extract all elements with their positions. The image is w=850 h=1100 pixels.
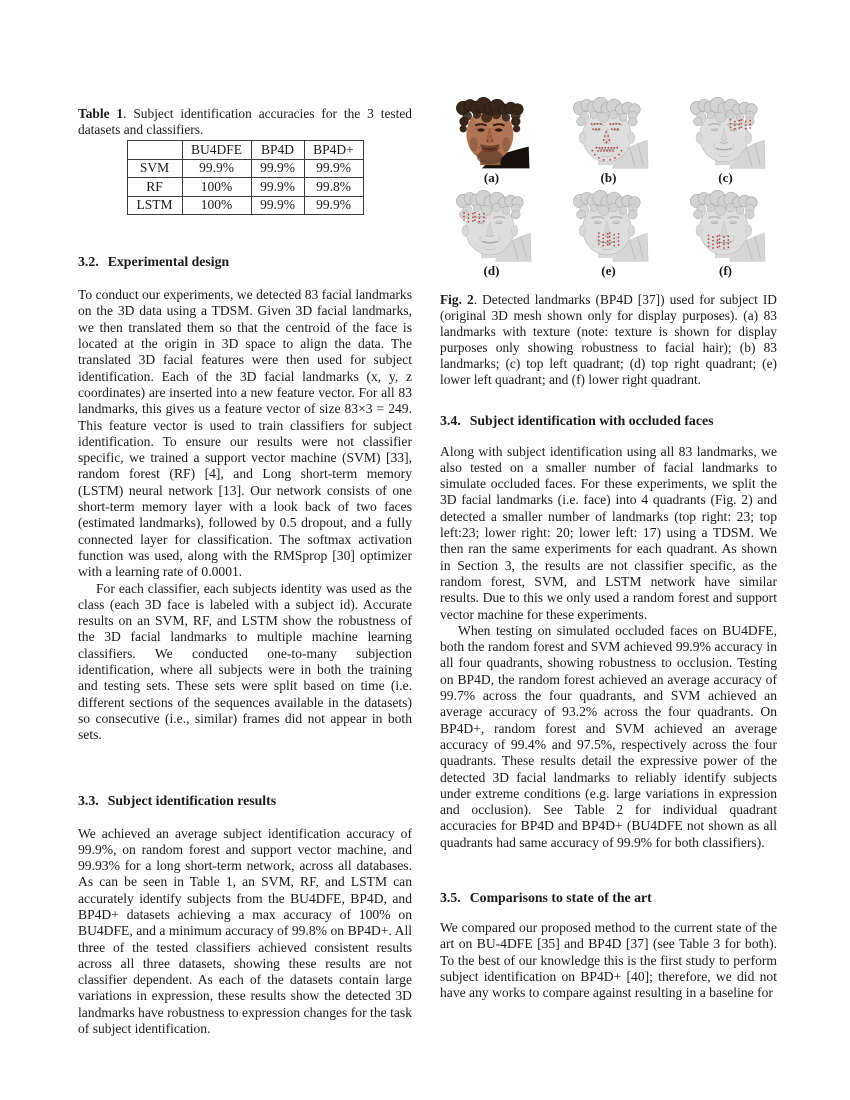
figure2-panel-e [557,187,660,277]
figure2-panel-a [440,94,543,184]
section-3-5-paragraph-1: We compared our proposed method to the current state of the art on BU-4DFE [35] and BP4D [37] (see Table 3 for both). To the best of our knowledge this is the first study to perform subject identification on BP4D+ [40]; therefore, we did not have any works to compare against resulting in a baseline for [440,919,777,1001]
table1 [127,140,364,215]
table1-cell: 99.9% [251,159,304,178]
table-row [127,178,363,197]
table-row [127,196,363,215]
figure2-panel-label: (b) [600,170,617,185]
figure2-panel-label: (c) [718,170,733,185]
section-3-2-heading [78,253,412,270]
table1-cell: 99.9% [251,178,304,197]
figure2-panel-label: (e) [601,263,616,278]
table1-row-label-lstm: LSTM [127,196,182,215]
mesh-face-image [557,187,660,263]
figure2-caption-label: Fig. 2 [440,292,474,307]
figure2-panel-d [440,187,543,277]
table1-header-bp4d: BP4D [251,141,304,160]
figure2-panel-f [674,187,777,277]
table1-cell: 100% [182,178,251,197]
section-title: Comparisons to state of the art [469,889,652,905]
textured-face-image [440,94,543,170]
section-3-4-paragraph-1: Along with subject identification using all 83 landmarks, we also tested on a smaller number of facial landmarks to simulate occluded faces. For these experiments, we split the 3D facial landmarks (i.e. face) into 4 quadrants (Fig. 2) and detected a smaller number of landmarks (top right: 23; top left:23; lower right: 20; lower left: 17) using a TDSM. We then ran the same experiments for each quadrant. As shown in Section 3, the results are not classifier specific, as the random forest, SVM, and LSTM network have similar results. Due to this we only used a random forest and support vector machine for these experiments. [440,443,777,622]
section-3-3-heading [78,792,412,809]
figure2-caption [440,292,777,389]
mesh-face-image [674,94,777,170]
table1-cell: 99.8% [304,178,363,197]
table1-caption [78,106,412,138]
section-title: Experimental design [107,254,230,270]
table1-header-bu4dfe: BU4DFE [182,141,251,160]
section-3-4-heading [440,412,777,429]
mesh-face-image [440,187,543,263]
mesh-face-image [557,94,660,170]
right-column [440,94,777,1001]
section-title: Subject identification with occluded faces [469,412,714,428]
figure2-panel-label: (f) [719,263,732,278]
section-3-5-heading [440,889,777,906]
table1-cell: 99.9% [251,196,304,215]
table1-cell: 99.9% [304,159,363,178]
table-row [127,159,363,178]
section-number: 3.2. [78,254,99,270]
table1-header-bp4dplus: BP4D+ [304,141,363,160]
section-3-4-paragraph-2: When testing on simulated occluded faces on BU4DFE, both the random forest and SVM achieved 99.9% accuracy in all four quadrants, showing robustness to occlusion. Testing on BP4D, the random forest achieved an average accuracy of 99.7% across the four quadrants, and SVM achieved an average accuracy of 93.2% across the four quadrants. On BP4D+, random forest and SVM achieved an average accuracy of 99.4% and 97.5%, respectively across the four quadrants. These results detail the expressive power of the detected 3D facial landmarks to reliably identify subjects under extreme conditions (e.g. large variations in expression and occlusion). See Table 2 for individual quadrant accuracies for BP4D and BP4D+ (BU4DFE not shown as all quadrants had same accuracy of 99.9% for both classifiers). [440,622,777,850]
mesh-face-image [674,187,777,263]
figure2-caption-text: . Detected landmarks (BP4D [37]) used for subject ID (original 3D mesh shown only for display purposes). (a) 83 landmarks with texture (note: texture is shown for display purposes only showing robustness to facial hair); (b) 83 landmarks; (c) top left quadrant; (d) top right quadrant; (e) lower left quadrant; and (f) lower right quadrant. [440,292,777,388]
figure2-panel-b [557,94,660,184]
table1-row-label-rf: RF [127,178,182,197]
table1-caption-label: Table 1 [78,106,124,121]
left-column [78,106,412,1037]
figure2-image-grid [440,94,777,277]
table1-cell: 99.9% [182,159,251,178]
figure2-panel-label: (a) [483,170,500,185]
section-3-2-paragraph-2: For each classifier, each subjects identity was used as the class (each 3D face is labeled with a subject id). Accurate results on an SVM, RF, and LSTM show the robustness of the 3D facial landmarks to multiple machine learning classifiers. We conducted one-to-many subjection identification, where all subjects were in both the training and testing sets. These sets were split based on time (i.e. different sections of the sequences available in the datasets) so consecutive (i.e., similar) frames did not appear in both sets. [78,580,412,743]
figure2 [440,94,777,389]
section-number: 3.3. [78,792,99,808]
table1-cell: 100% [182,196,251,215]
table1-caption-text: . Subject identification accuracies for the 3 tested datasets and classifiers. [78,106,412,138]
section-3-2-paragraph-1: To conduct our experiments, we detected 83 facial landmarks on the 3D data using a TDSM. Given 3D facial landmarks, we then translated them so that the centroid of the face is located at the origin in 3D space to align the data. The translated 3D facial features were then used for subject identification. Each of the 3D facial landmarks (x, y, z coordinates) are inserted into a new feature vector. For all 83 landmarks, this gives us a feature vector of size 83×3 = 249. This feature vector is used to train classifiers for subject identification. To ensure our results were not classifier specific, we trained a support vector machine (SVM) [33], random forest (RF) [4], and Long short-term memory (LSTM) neural network [13]. Our network consists of one short-term memory layer with a look back of two faces (estimated landmarks), followed by 0.5 dropout, and a fully connected layer for classification. The softmax activation function was used, along with the RMSprop [30] optimizer with a learning rate of 0.0001. [78,287,412,580]
section-number: 3.4. [440,412,461,428]
section-title: Subject identification results [107,792,277,808]
table1-corner-cell [127,141,182,160]
section-number: 3.5. [440,889,461,905]
table1-header-row [127,141,363,160]
section-3-3-paragraph-1: We achieved an average subject identification accuracy of 99.9%, on random forest and support vector machine, and 99.93% for a long short-term network, across all databases. As can be seen in Table 1, an SVM, RF, and LSTM can accurately identify subjects from the BU4DFE, BP4D, and BP4D+ datasets achieving a max accuracy of 100% on BU4DFE, and a minimum accuracy of 99.8% on BP4D+. All three of the tested classifiers achieved consistent results across all three datasets, showing these results are not classifier dependent. As each of the datasets contain large variations in expression, these results show the detected 3D landmarks have robustness to expression changes for the task of subject identification. [78,825,412,1037]
table1-row-label-svm: SVM [127,159,182,178]
table1-cell: 99.9% [304,196,363,215]
figure2-panel-c [674,94,777,184]
figure2-panel-label: (d) [483,263,500,278]
